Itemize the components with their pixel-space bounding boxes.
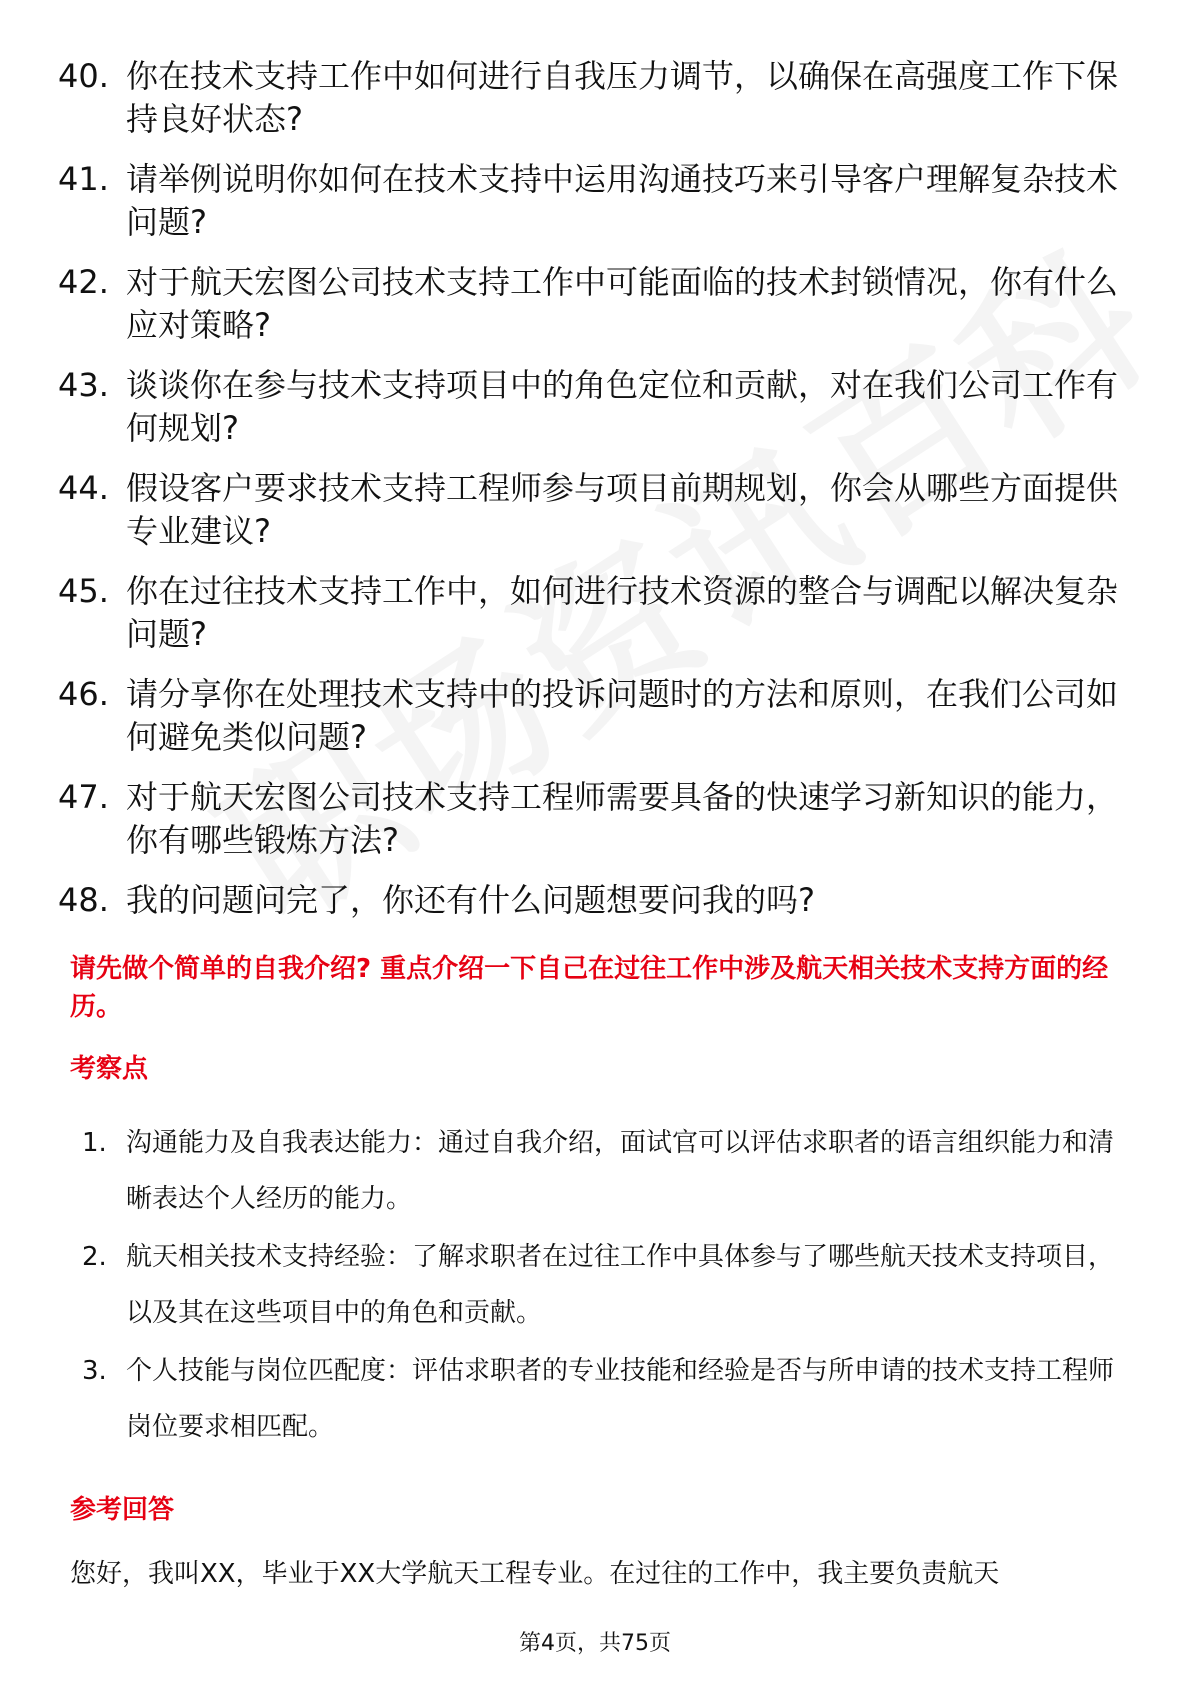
list-item (58, 467, 1118, 553)
assessment-points-heading: 考察点 (70, 1054, 149, 1084)
question-number: 43. (58, 366, 109, 404)
question-number: 40. (58, 57, 109, 95)
list-item (58, 261, 1118, 347)
question-text: 对于航天宏图公司技术支持工程师需要具备的快速学习新知识的能力，你有哪些锻炼方法? (126, 778, 1119, 859)
question-text: 我的问题问完了，你还有什么问题想要问我的吗? (126, 881, 815, 919)
list-item (58, 158, 1118, 244)
question-number: 47. (58, 778, 109, 816)
point-text: 个人技能与岗位匹配度：评估求职者的专业技能和经验是否与所申请的技术支持工程师岗位要求相匹配。 (126, 1356, 1115, 1442)
list-item (58, 570, 1118, 656)
question-number: 42. (58, 263, 109, 301)
list-item (82, 1115, 1122, 1227)
reference-answer-text: 您好，我叫XX，毕业于XX大学航天工程专业。在过往的工作中，我主要负责航天 (70, 1559, 1000, 1589)
question-number: 41. (58, 160, 109, 198)
question-number: 45. (58, 572, 109, 610)
question-number: 44. (58, 469, 109, 507)
question-list (58, 55, 1118, 939)
question-text: 请分享你在处理技术支持中的投诉问题时的方法和原则，在我们公司如何避免类似问题? (126, 675, 1119, 756)
list-item (58, 673, 1118, 759)
page-number: 第4页，共75页 (519, 1631, 671, 1656)
question-text: 对于航天宏图公司技术支持工作中可能面临的技术封锁情况，你有什么应对策略? (126, 263, 1119, 344)
point-number: 1. (82, 1128, 107, 1158)
list-item (58, 776, 1118, 862)
assessment-points-list (82, 1115, 1122, 1457)
question-text: 你在技术支持工作中如何进行自我压力调节，以确保在高强度工作下保持良好状态? (126, 57, 1119, 138)
point-number: 2. (82, 1242, 107, 1272)
list-item (58, 55, 1118, 141)
question-text: 谈谈你在参与技术支持项目中的角色定位和贡献，对在我们公司工作有何规划? (126, 366, 1119, 447)
list-item (58, 364, 1118, 450)
focus-question-heading: 请先做个简单的自我介绍? 重点介绍一下自己在过往工作中涉及航天相关技术支持方面的经历。 (70, 954, 1109, 1022)
question-number: 46. (58, 675, 109, 713)
point-text: 沟通能力及自我表达能力：通过自我介绍，面试官可以评估求职者的语言组织能力和清晰表达个人经历的能力。 (126, 1128, 1115, 1214)
reference-answer-heading: 参考回答 (70, 1495, 175, 1525)
question-text: 请举例说明你如何在技术支持中运用沟通技巧来引导客户理解复杂技术问题? (126, 160, 1119, 241)
question-text: 你在过往技术支持工作中，如何进行技术资源的整合与调配以解决复杂问题? (126, 572, 1119, 653)
question-number: 48. (58, 881, 109, 919)
list-item (58, 879, 1118, 922)
question-text: 假设客户要求技术支持工程师参与项目前期规划，你会从哪些方面提供专业建议? (126, 469, 1119, 550)
point-text: 航天相关技术支持经验：了解求职者在过往工作中具体参与了哪些航天技术支持项目，以及其在这些项目中的角色和贡献。 (126, 1242, 1115, 1328)
list-item (82, 1229, 1122, 1341)
list-item (82, 1343, 1122, 1455)
point-number: 3. (82, 1356, 107, 1386)
